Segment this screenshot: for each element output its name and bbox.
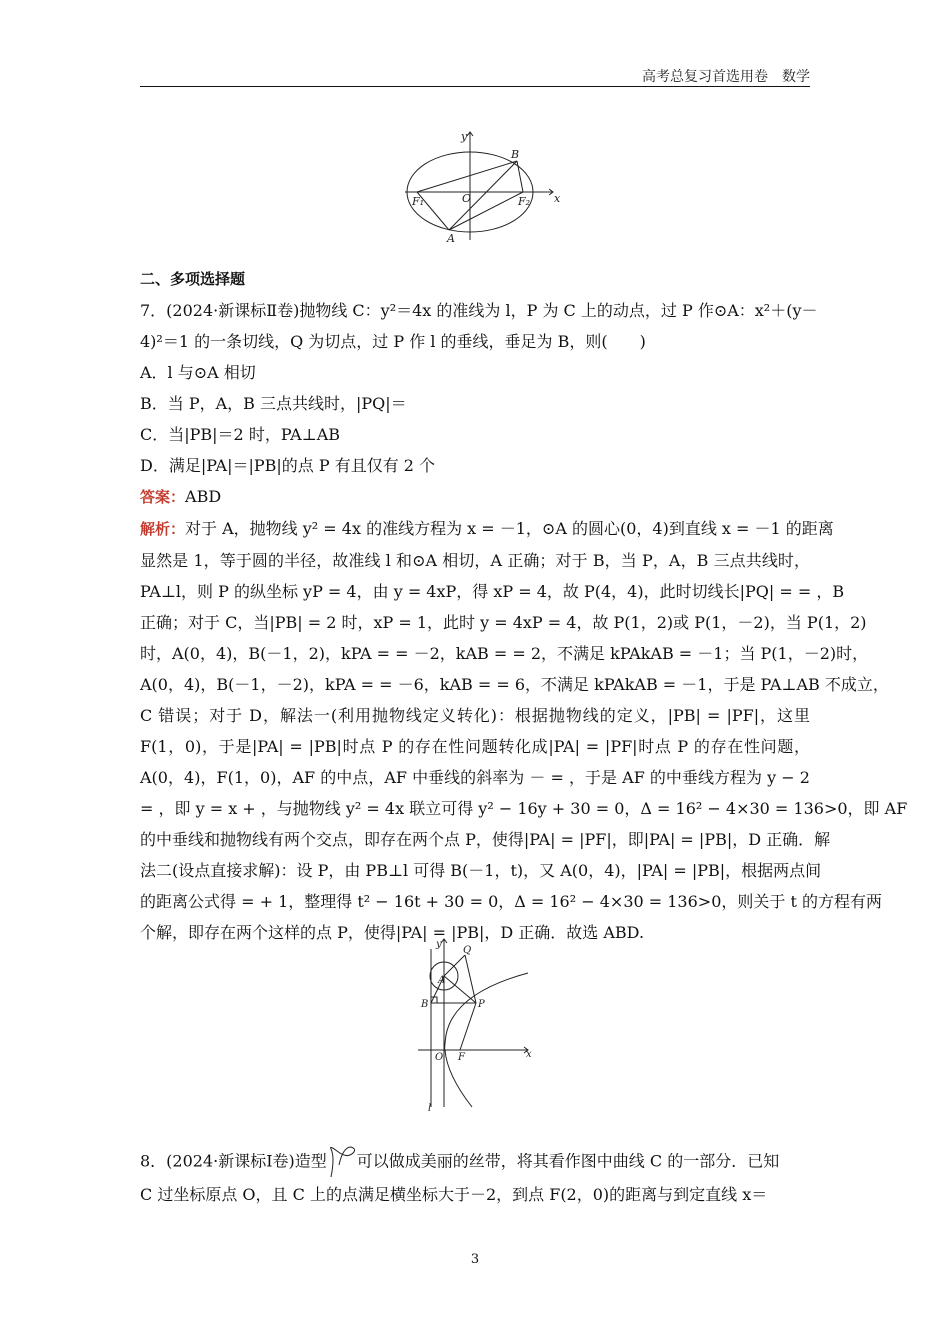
solution-line: 正确；对于 C，当|PB| = 2 时，xP = 1，此时 y = 4xP = 4，故 P(1，2)或 P(1，－2)，当 P(1，2)	[140, 613, 867, 632]
solution	[140, 513, 908, 948]
solution-line: PA⊥l，则 P 的纵坐标 yP = 4，由 y = 4xP，得 xP = 4，故 P(4，4)，此时切线长|PQ| = = ，B	[140, 582, 845, 601]
q7-line-1: 7．(2024·新课标Ⅱ卷)抛物线 C：y²＝4x 的准线为 l，P 为 C 上的动点，过 P 作⊙A：x²＋(y－	[140, 301, 818, 320]
label-q: Q	[463, 945, 472, 956]
label-o: O	[462, 192, 472, 205]
section-title: 二、多项选择题	[140, 270, 246, 288]
answer-label: 答案：	[140, 488, 186, 506]
label-a: A	[438, 975, 446, 986]
ellipse-figure	[405, 128, 565, 248]
solution-line: C 错误；对于 D，解法一(利用抛物线定义转化)：根据抛物线的定义，|PB| = |PF|，这里	[140, 706, 810, 725]
label-x: x	[526, 1049, 532, 1060]
q7-option-d: D．满足|PA|＝|PB|的点 P 有且仅有 2 个	[140, 456, 436, 475]
solution-line: 解析：对于 A，抛物线 y² = 4x 的准线方程为 x = －1，⊙A 的圆心(0，4)到直线 x = －1 的距离	[140, 519, 834, 538]
label-b: B	[421, 999, 429, 1010]
solution-line: F(1，0)，于是|PA| = |PB|时点 P 的存在性问题转化成|PA| = |PF|时点 P 的存在性问题，	[140, 737, 810, 756]
label-o: O	[435, 1052, 444, 1063]
q8-line-2: C 过坐标原点 O，且 C 上的点满足横坐标大于－2，到点 F(2，0)的距离与到定直线 x＝	[140, 1185, 768, 1204]
solution-line: 显然是 1，等于圆的半径，故准线 l 和⊙A 相切，A 正确；对于 B，当 P，A，B 三点共线时，	[140, 551, 810, 570]
page-number: 3	[470, 1252, 480, 1267]
q7-option-b: B．当 P，A，B 三点共线时，|PQ|＝	[140, 394, 407, 413]
q7-option-a: A．l 与⊙A 相切	[140, 363, 256, 382]
q8-text-after: 可以做成美丽的丝带，将其看作图中曲线 C 的一部分．已知	[356, 1151, 780, 1171]
segment-b-f2	[517, 161, 523, 192]
parabola-curve	[445, 973, 528, 1107]
parabola-figure	[418, 935, 536, 1113]
label-y: y	[436, 939, 442, 950]
q8-text-before: 8．(2024·新课标Ⅰ卷)造型	[140, 1151, 327, 1171]
segment-a-q	[444, 955, 465, 976]
solution-line: 时，A(0，4)，B(－1，2)，kPA = = －2，kAB = = 2，不满足 kPAkAB = －1；当 P(1，－2)时，	[140, 644, 869, 663]
label-f2: F₂	[518, 195, 531, 208]
segment-p-f	[460, 1003, 476, 1050]
ribbon-icon	[327, 1145, 357, 1179]
segment-q-p	[465, 955, 476, 1003]
label-l: l	[428, 1103, 432, 1113]
segment-a-f2	[449, 192, 523, 230]
label-f1: F₁	[412, 195, 425, 208]
q7-line-2: 4)²＝1 的一条切线，Q 为切点，过 P 作 l 的垂线，垂足为 B，则( )	[140, 332, 646, 351]
q7-option-c: C．当|PB|＝2 时，PA⊥AB	[140, 425, 341, 444]
solution-label: 解析：	[140, 520, 186, 538]
solution-line: 法二(设点直接求解)：设 P，由 PB⊥l 可得 B(－1，t)，又 A(0，4)，|PA| = |PB|，根据两点间	[140, 861, 822, 880]
main-content	[140, 264, 908, 948]
answer-row	[140, 481, 810, 513]
question-8	[140, 1145, 810, 1211]
solution-line: 个解，即存在两个这样的点 P，使得|PA| = |PB|，D 正确．故选 ABD.	[140, 923, 645, 942]
label-p: P	[478, 999, 485, 1010]
solution-line: 的距离公式得 = + 1，整理得 t² − 16t + 30 = 0，Δ = 16² − 4×30 = 136>0，则关于 t 的方程有两	[140, 892, 882, 911]
solution-line: 的中垂线和抛物线有两个交点，即存在两个点 P，使得|PA| = |PF|，即|PA| = |PB|，D 正确．解	[140, 830, 831, 849]
header-title: 高考总复习首选用卷 数学	[642, 69, 810, 85]
solution-line: A(0，4)，B(－1，－2)，kPA = = －6，kAB = = 6，不满足 kPAkAB = －1，于是 PA⊥AB 不成立，	[140, 675, 889, 694]
solution-line: A(0，4)，F(1，0)，AF 的中点，AF 中垂线的斜率为 － = ，于是 AF 的中垂线方程为 y − 2	[140, 768, 810, 787]
header-rule	[140, 86, 810, 87]
label-f: F	[458, 1052, 465, 1063]
label-y: y	[461, 130, 468, 143]
solution-line: = ，即 y = x + ，与抛物线 y² = 4x 联立可得 y² − 16y + 30 = 0，Δ = 16² − 4×30 = 136>0，即 AF	[140, 799, 908, 818]
label-b: B	[511, 148, 520, 161]
label-a: A	[447, 232, 455, 245]
answer-value: ABD	[185, 487, 222, 506]
q8-line-1	[140, 1145, 810, 1179]
label-x: x	[554, 192, 561, 205]
